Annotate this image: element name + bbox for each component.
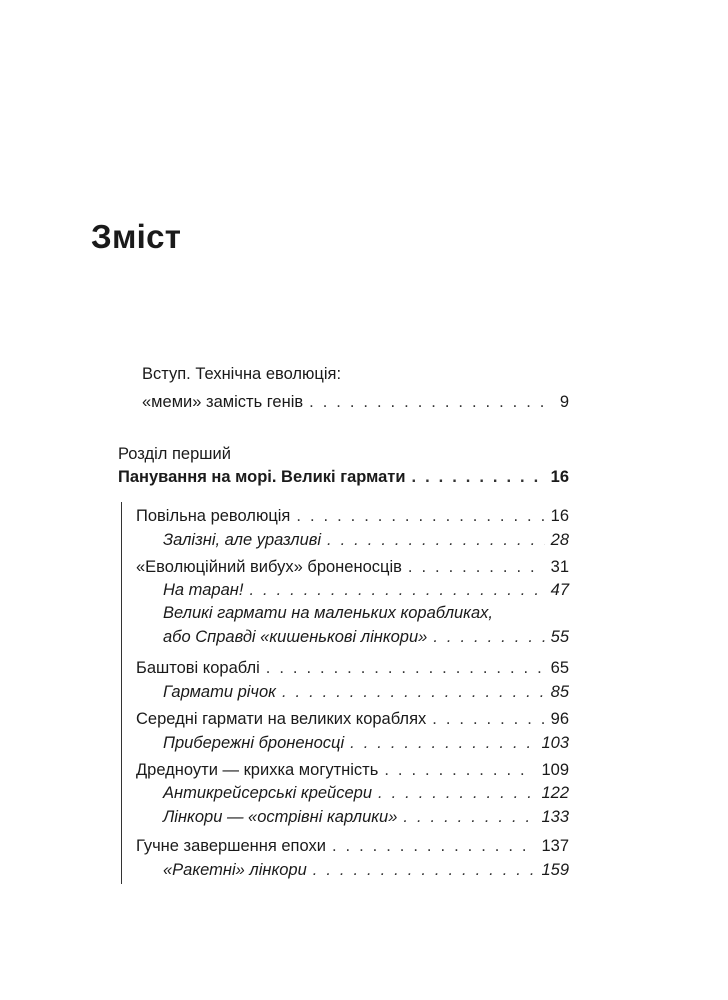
dot-leader (378, 783, 535, 803)
dot-leader (384, 760, 535, 780)
page-number: 122 (541, 784, 569, 802)
group-rule (121, 502, 122, 554)
toc-entry[interactable] (136, 760, 569, 780)
page-number: 103 (541, 734, 569, 752)
toc-subentry-line1: Великі гармати на маленьких корабликах, (163, 604, 493, 622)
toc-entry[interactable] (136, 836, 569, 856)
dot-leader (296, 506, 544, 526)
entry-title: або Справді «кишенькові лінкори» (163, 628, 428, 646)
page-number: 109 (541, 761, 569, 779)
toc-subentry[interactable] (163, 783, 569, 803)
toc-entry[interactable] (136, 709, 569, 729)
group-rule (121, 834, 122, 884)
entry-title: Гармати річок (163, 683, 276, 701)
toc-subentry[interactable] (163, 860, 569, 880)
toc-subentry[interactable] (163, 733, 569, 753)
group-rule (121, 656, 122, 707)
group-rule (121, 707, 122, 758)
page-title: Зміст (91, 218, 182, 255)
page-number: 65 (550, 659, 569, 677)
entry-title: Прибережні броненосці (163, 734, 345, 752)
page-number: 55 (550, 628, 569, 646)
dot-leader (403, 807, 535, 827)
toc-subentry[interactable] (163, 807, 569, 827)
part-label: Розділ перший (118, 445, 231, 463)
dot-leader (408, 557, 545, 577)
entry-title: Повільна революція (136, 507, 291, 525)
entry-title: «Ракетні» лінкори (163, 861, 307, 879)
entry-title: Гучне завершення епохи (136, 837, 326, 855)
page-number: 28 (550, 531, 569, 549)
toc-entry[interactable] (136, 506, 569, 526)
dot-leader (332, 836, 536, 856)
toc-subentry[interactable] (163, 682, 569, 702)
toc-subentry[interactable] (163, 530, 569, 550)
dot-leader (327, 530, 545, 550)
entry-title: «Еволюційний вибух» броненосців (136, 558, 402, 576)
page-number: 47 (550, 581, 569, 599)
dot-leader (266, 658, 545, 678)
dot-leader (313, 860, 536, 880)
page-number: 85 (550, 683, 569, 701)
entry-title: Середні гармати на великих кораблях (136, 710, 427, 728)
page-number: 159 (541, 861, 569, 879)
dot-leader (249, 580, 544, 600)
dot-leader (432, 709, 544, 729)
page-number: 9 (559, 393, 569, 411)
page-number: 133 (541, 808, 569, 826)
group-rule (121, 554, 122, 656)
dot-leader (309, 392, 554, 412)
dot-leader (282, 682, 545, 702)
dot-leader (433, 627, 544, 647)
page-number: 16 (550, 507, 569, 525)
toc-subentry[interactable] (163, 580, 569, 600)
part-title: Панування на морі. Великі гармати (118, 468, 406, 486)
page-number: 96 (550, 710, 569, 728)
entry-title: Баштові кораблі (136, 659, 260, 677)
dot-leader (412, 467, 545, 487)
toc-subentry[interactable] (163, 627, 569, 647)
entry-title: На таран! (163, 581, 244, 599)
entry-title: Залізні, але уразливі (163, 531, 322, 549)
intro-title-line1: Вступ. Технічна еволюція: (142, 365, 342, 383)
page-number: 137 (541, 837, 569, 855)
toc-entry[interactable] (136, 658, 569, 678)
entry-title: Лінкори — «острівні карлики» (163, 808, 398, 826)
entry-title: Дредноути — крихка могутність (136, 761, 379, 779)
dot-leader (350, 733, 535, 753)
intro-title-line2: «меми» замість генів (142, 393, 304, 411)
toc-entry[interactable] (136, 557, 569, 577)
entry-title: Антикрейсерські крейсери (163, 784, 372, 802)
intro-entry[interactable] (142, 392, 569, 412)
page-number: 31 (550, 558, 569, 576)
page-number: 16 (550, 468, 569, 486)
group-rule (121, 758, 122, 834)
part-entry[interactable] (118, 467, 569, 487)
